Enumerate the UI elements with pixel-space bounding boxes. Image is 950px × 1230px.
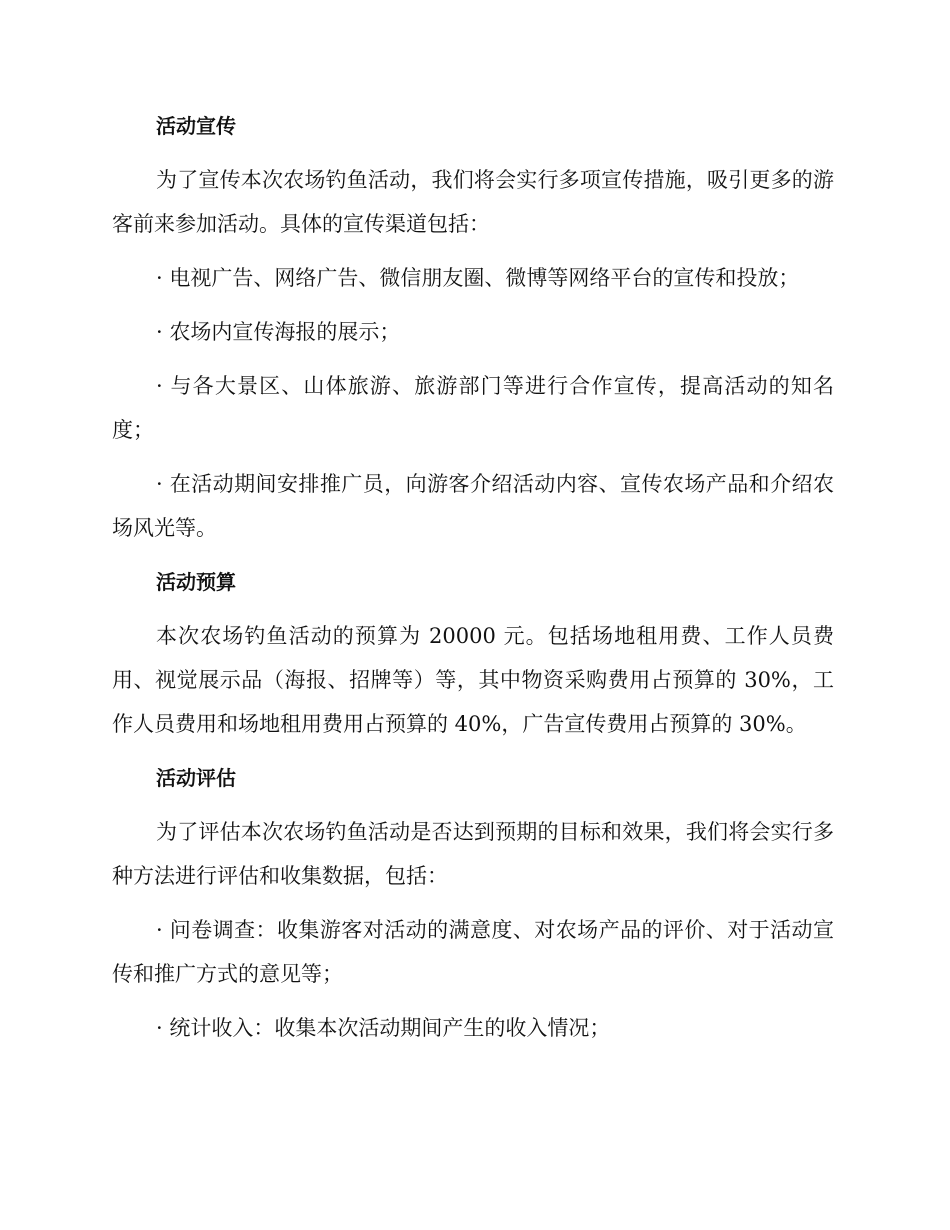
bullet-item: · 在活动期间安排推广员，向游客介绍活动内容、宣传农场产品和介绍农场风光等。 — [112, 472, 834, 540]
section-heading-evaluation: 活动评估 — [156, 766, 236, 790]
paragraph: 为了宣传本次农场钓鱼活动，我们将会实行多项宣传措施，吸引更多的游客前来参加活动。具体的宣传渠道包括： — [112, 168, 834, 236]
paragraph: 为了评估本次农场钓鱼活动是否达到预期的目标和效果，我们将会实行多种方法进行评估和收集数据，包括： — [112, 820, 834, 888]
bullet-item: · 问卷调查：收集游客对活动的满意度、对农场产品的评价、对于活动宣传和推广方式的意见等； — [112, 918, 834, 986]
document-page — [112, 104, 834, 1050]
paragraph: 本次农场钓鱼活动的预算为 20000 元。包括场地租用费、工作人员费用、视觉展示品（海报、招牌等）等，其中物资采购费用占预算的 30%，工作人员费用和场地租用费用占预算的 40%，广告宣传费用占预算的 30%。 — [112, 624, 834, 736]
section-heading-promotion: 活动宣传 — [156, 114, 236, 138]
bullet-item: · 电视广告、网络广告、微信朋友圈、微博等网络平台的宣传和投放； — [156, 266, 800, 290]
section-heading-budget: 活动预算 — [156, 570, 236, 594]
bullet-item: · 统计收入：收集本次活动期间产生的收入情况； — [156, 1016, 611, 1040]
bullet-item: · 与各大景区、山体旅游、旅游部门等进行合作宣传，提高活动的知名度； — [112, 374, 834, 442]
bullet-item: · 农场内宣传海报的展示； — [156, 320, 401, 344]
